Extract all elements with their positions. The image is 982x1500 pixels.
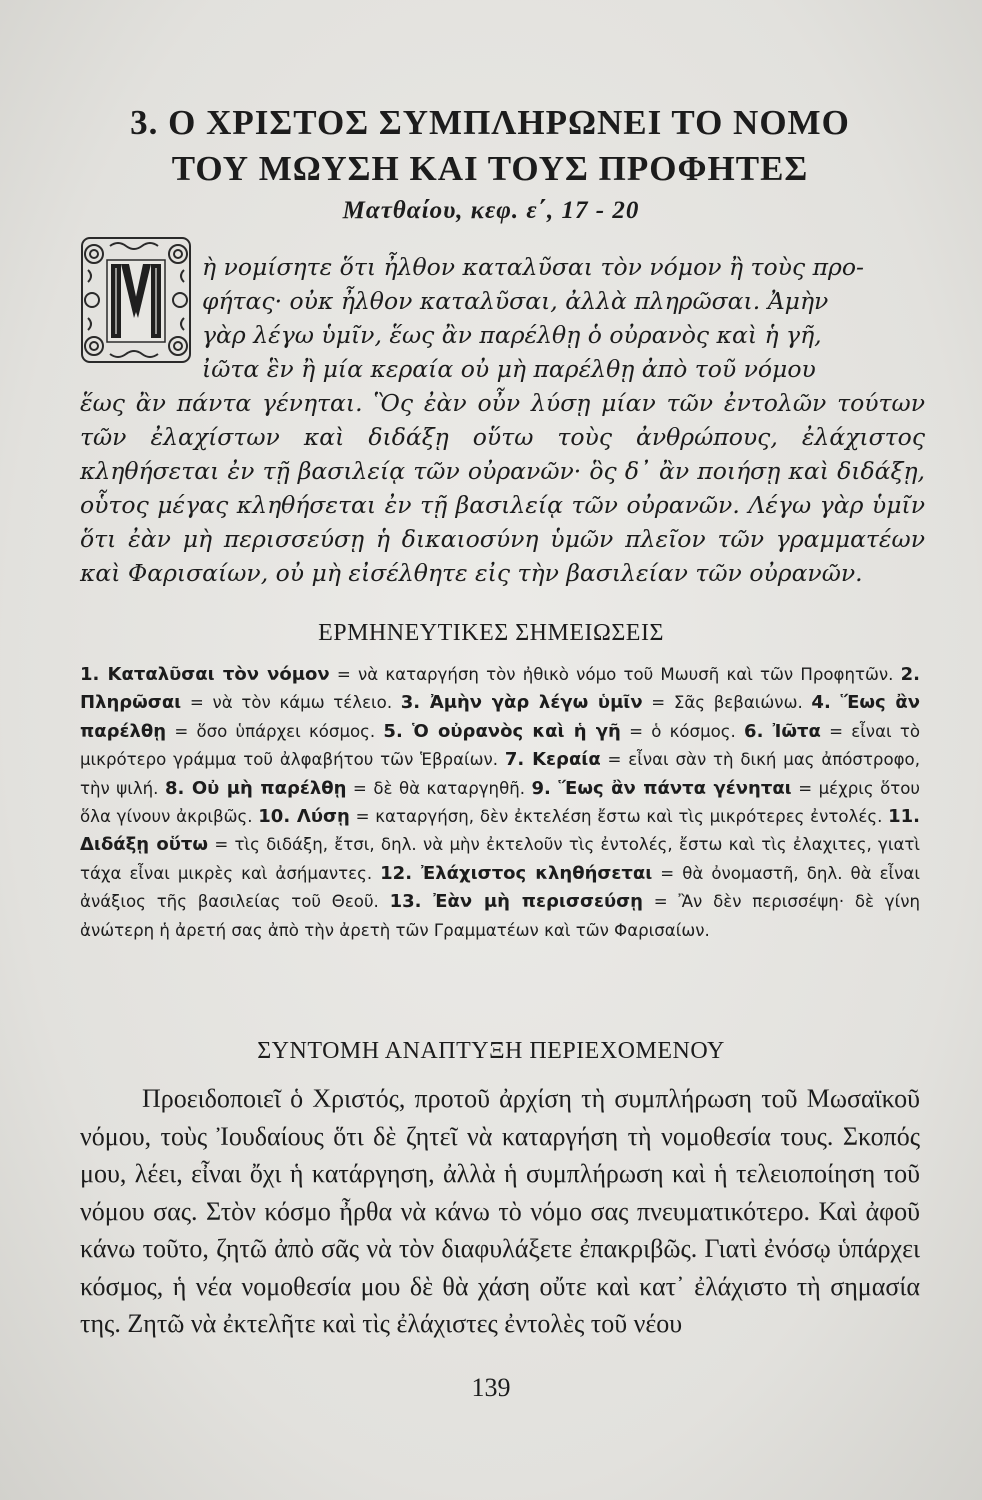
explanatory-notes [80,661,920,945]
chapter-title-line-1: 3. Ο ΧΡΙΣΤΟΣ ΣΥΜΠΛΗΡΩΝΕΙ ΤΟ ΝΟΜΟ [130,103,850,142]
note-term: 10. Λύσῃ [258,806,350,828]
note-term: 2. Πληρῶσαι [80,664,920,714]
summary-heading: ΣΥΝΤΟΜΗ ΑΝΑΠΤΥΞΗ ΠΕΡΙΕΧΟΜΕΝΟΥ [257,1038,725,1064]
note-definition: = καταργήση, δὲν ἐκτελέση ἔστω καὶ τὶς μικρότερες ἐντολές. [349,807,889,827]
scripture-line-4: ἰῶτα ἓν ἢ μία κεραία οὐ μὴ παρέλθῃ ἀπὸ τοῦ νόμου [202,355,816,383]
note-definition: = δὲ θὰ καταργηθῆ. [346,778,532,798]
note-term: 9. Ἕως ἂν πάντα γένηται [531,777,792,799]
note-term: 11. Διδάξῃ οὕτω [80,806,921,856]
scripture-line-3: γὰρ λέγω ὑμῖν, ἕως ἂν παρέλθῃ ὁ οὐρανὸς καὶ ἡ γῆ, [202,321,822,349]
scripture-line-1: ὴ νομίσητε ὅτι ἦλθον καταλῦσαι τὸν νόμον ἢ τοὺς προ- [202,253,864,281]
note-definition: = νὰ καταργήση τὸν ἠθικὸ νόμο τοῦ Μωυσῆ καὶ τῶν Προφητῶν. [329,665,901,684]
note-definition: = ὁ κόσμος. [620,721,745,741]
note-definition: = εἶναι σὰν τὴ δική μας ἀπόστροφο, τὴν ψιλή. [80,750,920,798]
scripture-line-2: φήτας· οὐκ ἦλθον καταλῦσαι, ἀλλὰ πληρῶσαι. Ἀμὴν [202,287,829,315]
dropcap-letter: Μ [135,356,137,357]
summary-section [80,1080,920,1343]
note-term: 1. Καταλῦσαι τὸν νόμον [80,664,330,685]
scripture-text [80,250,925,590]
scripture-continuation: ἕως ἂν πάντα γένηται. Ὃς ἐὰν οὖν λύσῃ μίαν τῶν ἐντολῶν τούτων τῶν ἐλαχίστων καὶ διδάξῃ οὕτω τοὺς ἀνθρώπους, ἐλάχιστος κληθήσεται ἐν τῇ βασιλείᾳ τῶν οὐρανῶν· ὃς δ᾽ ἂν ποιήσῃ καὶ διδάξῃ, οὗτος μέγας κληθήσεται ἐν τῇ βασιλείᾳ τῶν οὐρανῶν. Λέγω γὰρ ὑμῖν ὅτι ἐὰν μὴ περισσεύσῃ ἡ δικαιοσύνη ὑμῶν πλεῖον τῶν γραμματέων καὶ Φαρισαίων, οὐ μὴ εἰσέλθητε εἰς τὴν βασιλείαν τῶν οὐρανῶν. [80,389,925,587]
note-term: 8. Οὐ μὴ παρέλθῃ [164,777,347,799]
summary-paragraph: Προειδοποιεῖ ὁ Χριστός, προτοῦ ἀρχίση τὴ συμπλήρωση τοῦ Μωσαϊκοῦ νόμου, τοὺς Ἰουδαίους ὅτι δὲ ζητεῖ νὰ καταργήση τὴ νομοθεσία τους. Σκοπός μου, λέει, εἶναι ὄχι ἡ κατάργηση, ἀλλὰ ἡ συμπλήρωση καὶ ἡ τελειοποίηση τοῦ νόμου σας. Στὸν κόσμο ἦρθα νὰ κάνω τὸ νόμο σας πνευματικότερο. Καὶ ἀφοῦ κάνω τοῦτο, ζητῶ ἀπὸ σᾶς νὰ τὸν διαφυλάξετε ἐπακριβῶς. Γιατὶ ἐνόσῳ ὑπάρχει κόσμος, ἡ νέα νομοθεσία μου δὲ θὰ χάση οὔτε καὶ κατ᾽ ἐλάχιστο τὴ σημασία της. Ζητῶ νὰ ἐκτελῆτε καὶ τὶς ἐλάχιστες ἐντολὲς τοῦ νέου [80,1084,920,1338]
note-definition: = τὶς διδάξη, ἔτσι, δηλ. νὰ μὴν ἐκτελοῦν τὶς ἐντολές, ἔστω καὶ τὶς ἐλαχιτες, γιατὶ τάχα εἶναι μικρὲς καὶ ἀσήμαντες. [80,835,920,883]
note-definition: = νὰ τὸν κάμω τέλειο. [181,693,401,713]
note-definition: = εἶναι τὸ μικρότερο γράμμα τοῦ ἀλφαβήτου τῶν Ἑβραίων. [80,721,921,770]
notes-heading: ΕΡΜΗΝΕΥΤΙΚΕΣ ΣΗΜΕΙΩΣΕΙΣ [318,620,664,646]
note-definition: = ὅσο ὑπάρχει κόσμος. [166,721,384,741]
note-definition: = μέχρις ὅτου ὅλα γίνουν ἀκριβῶς. [80,778,921,827]
note-term: 5. Ὁ οὐρανὸς καὶ ἡ γῆ [383,720,621,742]
note-term: 7. Κεραία [504,749,601,771]
note-term: 13. Ἐὰν μὴ περισσεύσῃ [389,891,643,913]
note-definition: = θὰ ὀνομαστῆ, δηλ. θὰ εἶναι ἀνάξιος τῆς βασιλείας τοῦ Θεοῦ. [80,863,920,912]
note-definition: = Ἂν δὲν περισσέψη· δὲ γίνη ἀνώτερη ἡ ἀρετή σας ἀπὸ τὴν ἀρετὴ τῶν Γραμματέων καὶ τῶν Φαρισαίων. [80,892,921,940]
scripture-reference: Ματθαίου, κεφ. ε΄, 17 - 20 [342,197,640,224]
note-term: 12. Ἐλάχιστος κληθήσεται [380,862,653,884]
note-definition: = Σᾶς βεβαιώνω. [642,693,812,713]
chapter-title-line-2: ΤΟΥ ΜΩΥΣΗ ΚΑΙ ΤΟΥΣ ΠΡΟΦΗΤΕΣ [171,149,809,188]
note-term: 3. Ἀμὴν γὰρ λέγω ὑμῖν [400,692,643,714]
page-number: 139 [471,1373,511,1402]
chapter-title [60,100,920,192]
note-term: 4. Ἕως ἂν παρέλθῃ [80,692,921,742]
note-term: 6. Ἰῶτα [744,720,821,742]
